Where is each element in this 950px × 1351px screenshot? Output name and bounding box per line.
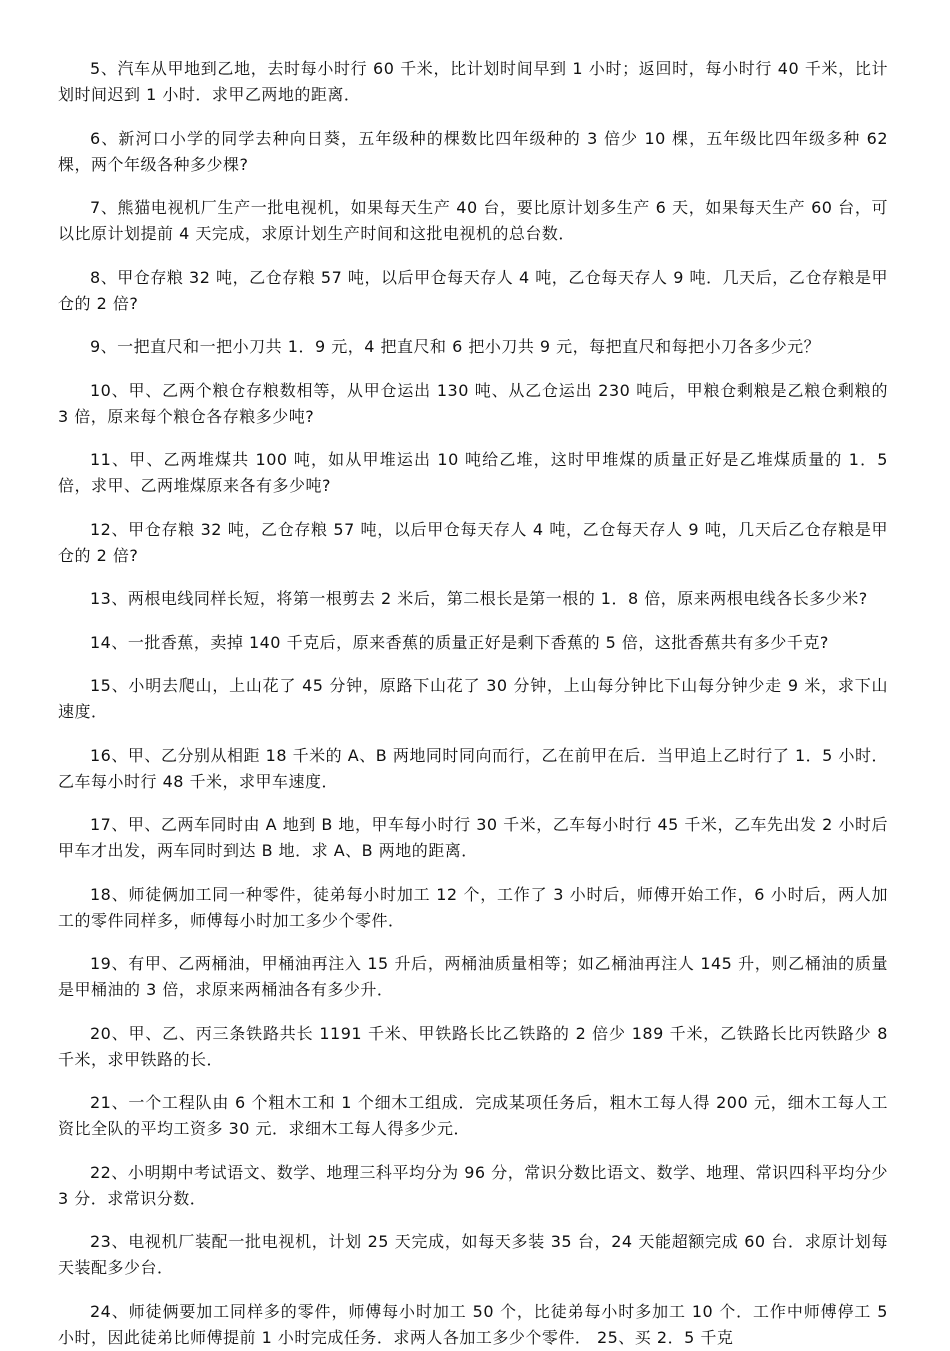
problem-11: 11、甲、乙两堆煤共 100 吨，如从甲堆运出 10 吨给乙堆，这时甲堆煤的质量正好是乙堆煤质量的 1．5 倍，求甲、乙两堆煤原来各有多少吨? [58, 450, 888, 495]
problem-20: 20、甲、乙、丙三条铁路共长 1191 千米、甲铁路长比乙铁路的 2 倍少 189 千米，乙铁路长比丙铁路少 8 千米，求甲铁路的长． [58, 1023, 888, 1069]
problem-23: 23、电视机厂装配一批电视机，计划 25 天完成，如每天多装 35 台，24 天能超额完成 60 台．求原计划每天装配多少台． [58, 1232, 888, 1277]
problem-18: 18、师徒俩加工同一种零件，徒弟每小时加工 12 个，工作了 3 小时后，师傅开始工作，6 小时后，两人加工的零件同样多，师傅每小时加工多少个零件． [58, 884, 888, 930]
problem-17: 17、甲、乙两车同时由 A 地到 B 地，甲车每小时行 30 千米，乙车每小时行 45 千米，乙车先出发 2 小时后甲车才出发，两车同时到达 B 地．求 A、B 两地的距离． [58, 815, 888, 860]
problem-7: 7、熊猫电视机厂生产一批电视机，如果每天生产 40 台，要比原计划多生产 6 天，如果每天生产 60 台，可以比原计划提前 4 天完成，求原计划生产时间和这批电视机的总台数． [58, 198, 888, 243]
problem-16: 16、甲、乙分别从相距 18 千米的 A、B 两地同时同向而行，乙在前甲在后．当甲追上乙时行了 1．5 小时．乙车每小时行 48 千米，求甲车速度． [58, 745, 888, 791]
problem-21: 21、一个工程队由 6 个粗木工和 1 个细木工组成．完成某项任务后，粗木工每人得 200 元，细木工每人工资比全队的平均工资多 30 元．求细木工每人得多少元． [58, 1093, 888, 1138]
problem-22: 22、小明期中考试语文、数学、地理三科平均分为 96 分，常识分数比语文、数学、地理、常识四科平均分少 3 分．求常识分数． [58, 1162, 888, 1208]
problem-13: 13、两根电线同样长短，将第一根剪去 2 米后，第二根长是第一根的 1．8 倍，原来两根电线各长多少米? [90, 589, 868, 608]
problem-6: 6、新河口小学的同学去种向日葵，五年级种的棵数比四年级种的 3 倍少 10 棵，五年级比四年级多种 62 棵，两个年级各种多少棵? [58, 128, 888, 174]
problem-8: 8、甲仓存粮 32 吨，乙仓存粮 57 吨，以后甲仓每天存人 4 吨，乙仓每天存人 9 吨．几天后，乙仓存粮是甲仓的 2 倍? [58, 267, 888, 313]
problem-9: 9、一把直尺和一把小刀共 1．9 元，4 把直尺和 6 把小刀共 9 元，每把直尺和每把小刀各多少元？ [90, 337, 821, 356]
problem-24: 24、师徒俩要加工同样多的零件，师傅每小时加工 50 个，比徒弟每小时多加工 10 个．工作中师傅停工 5 小时，因此徒弟比师傅提前 1 小时完成任务．求两人各加工多少个零件． 25、买 2．5 千克 [58, 1301, 888, 1347]
problem-12: 12、甲仓存粮 32 吨，乙仓存粮 57 吨，以后甲仓每天存人 4 吨，乙仓每天存人 9 吨，几天后乙仓存粮是甲仓的 2 倍? [58, 519, 888, 565]
problem-15: 15、小明去爬山，上山花了 45 分钟，原路下山花了 30 分钟，上山每分钟比下山每分钟少走 9 米，求下山速度． [58, 676, 888, 721]
problem-10: 10、甲、乙两个粮仓存粮数相等，从甲仓运出 130 吨、从乙仓运出 230 吨后，甲粮仓剩粮是乙粮仓剩粮的 3 倍，原来每个粮仓各存粮多少吨? [58, 380, 888, 426]
problem-5: 5、汽车从甲地到乙地，去时每小时行 60 千米，比计划时间早到 1 小时；返回时，每小时行 40 千米，比计划时间迟到 1 小时．求甲乙两地的距离． [58, 59, 888, 104]
problem-14: 14、一批香蕉，卖掉 140 千克后，原来香蕉的质量正好是剩下香蕉的 5 倍，这批香蕉共有多少千克? [90, 632, 829, 652]
problem-19: 19、有甲、乙两桶油，甲桶油再注入 15 升后，两桶油质量相等；如乙桶油再注人 145 升，则乙桶油的质量是甲桶油的 3 倍，求原来两桶油各有多少升． [58, 954, 888, 999]
